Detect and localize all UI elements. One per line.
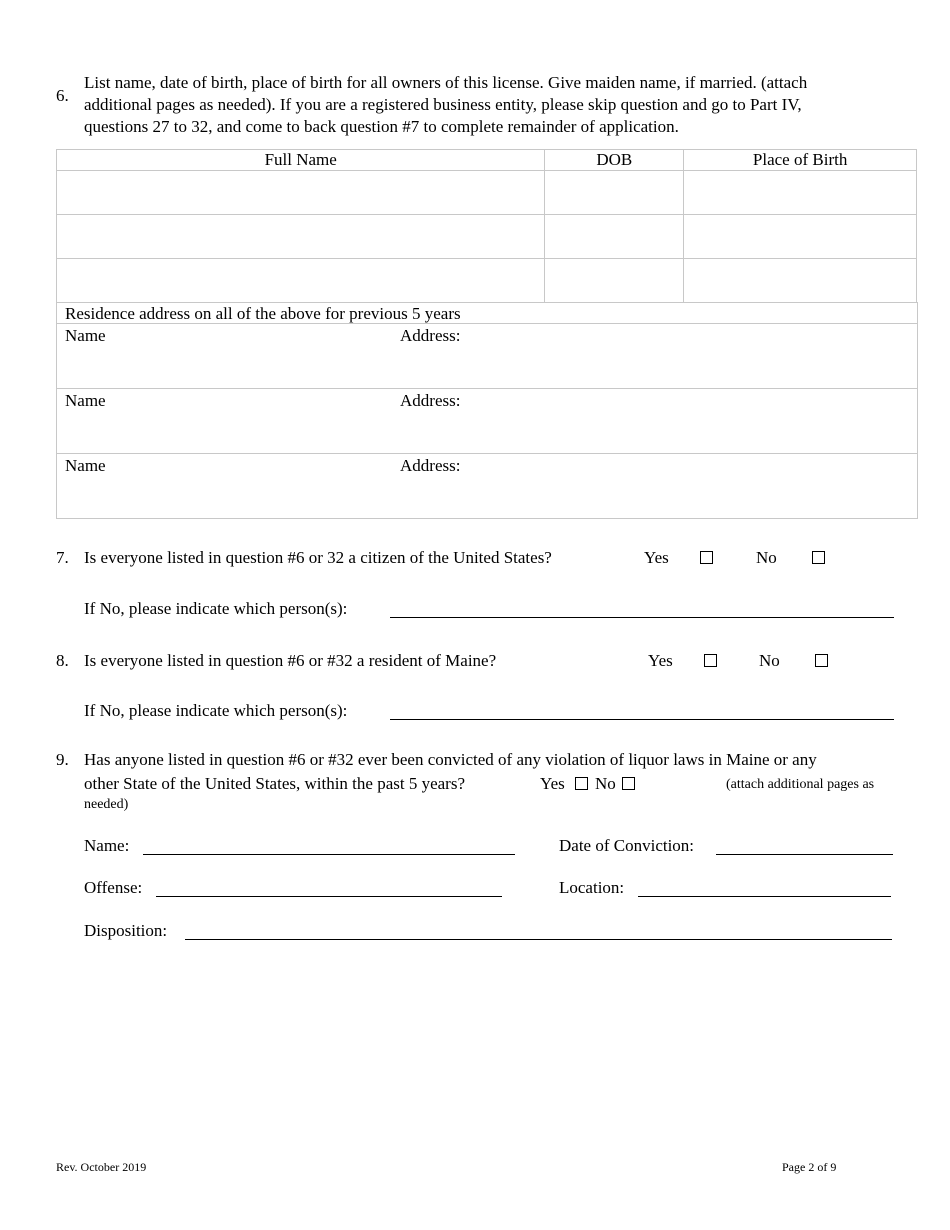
question-6-line-2: additional pages as needed). If you are a registered business entity, please skip question and go to Part IV, [84, 95, 802, 114]
q7-no-label: No [756, 548, 777, 567]
residence-address-label: Address: [400, 326, 461, 345]
owner-dob-field[interactable] [545, 215, 684, 259]
q7-followup-label: If No, please indicate which person(s): [84, 599, 348, 618]
question-8-text: Is everyone listed in question #6 or #32 a resident of Maine? [84, 651, 497, 670]
owner-place-of-birth-field[interactable] [684, 215, 917, 259]
question-9-line-2: other State of the United States, within the past 5 years? [84, 774, 465, 793]
q9-attach-note-cont: needed) [84, 797, 129, 812]
q9-location-field[interactable] [638, 896, 891, 897]
q9-location-label: Location: [559, 878, 625, 897]
footer-page-number: Page 2 of 9 [782, 1160, 837, 1174]
residence-name-label: Name [65, 391, 106, 410]
q8-yes-label: Yes [648, 651, 673, 670]
q8-followup-label: If No, please indicate which person(s): [84, 701, 348, 720]
owner-full-name-field[interactable] [57, 259, 545, 303]
q7-no-checkbox[interactable] [812, 551, 825, 564]
owner-place-of-birth-field[interactable] [684, 259, 917, 303]
q9-name-label: Name: [84, 836, 130, 855]
q9-date-field[interactable] [716, 854, 893, 855]
question-7-number: 7. [56, 548, 69, 567]
question-9-line-1: Has anyone listed in question #6 or #32 ever been convicted of any violation of liquor laws in Maine or any [84, 750, 817, 769]
residence-address-label: Address: [400, 456, 461, 475]
q9-date-label: Date of Conviction: [559, 836, 695, 855]
q7-yes-checkbox[interactable] [700, 551, 713, 564]
owner-row [57, 259, 917, 303]
question-6-line-1: List name, date of birth, place of birth for all owners of this license. Give maiden name, if married. (attach [84, 73, 808, 92]
owner-full-name-field[interactable] [57, 171, 545, 215]
residence-name-label: Name [65, 456, 106, 475]
owner-dob-field[interactable] [545, 171, 684, 215]
q9-offense-label: Offense: [84, 878, 143, 897]
q9-disposition-label: Disposition: [84, 921, 168, 940]
footer-revision: Rev. October 2019 [56, 1160, 147, 1174]
residence-address-label: Address: [400, 391, 461, 410]
q8-yes-checkbox[interactable] [704, 654, 717, 667]
owners-table [56, 149, 917, 303]
residence-name-label: Name [65, 326, 106, 345]
question-6-number: 6. [56, 86, 69, 105]
q7-yes-label: Yes [644, 548, 669, 567]
owner-place-of-birth-field[interactable] [684, 171, 917, 215]
q7-persons-field[interactable] [390, 617, 894, 618]
residence-entry[interactable] [57, 388, 917, 453]
q9-disposition-field[interactable] [185, 939, 892, 940]
q8-persons-field[interactable] [390, 719, 894, 720]
owner-row [57, 215, 917, 259]
q9-offense-field[interactable] [156, 896, 502, 897]
question-8-number: 8. [56, 651, 69, 670]
q9-no-label: No [595, 774, 616, 793]
q8-no-checkbox[interactable] [815, 654, 828, 667]
residence-entry[interactable] [57, 453, 917, 518]
header-place-of-birth: Place of Birth [684, 150, 917, 171]
residence-title-row [57, 302, 917, 324]
question-6-line-3: questions 27 to 32, and come to back question #7 to complete remainder of application. [84, 117, 679, 136]
owner-full-name-field[interactable] [57, 215, 545, 259]
owners-table-header [57, 150, 917, 171]
owner-dob-field[interactable] [545, 259, 684, 303]
header-dob: DOB [545, 150, 684, 171]
q9-yes-label: Yes [540, 774, 565, 793]
owner-row [57, 171, 917, 215]
residence-address-box [56, 302, 918, 519]
q9-yes-checkbox[interactable] [575, 777, 588, 790]
q9-attach-note: (attach additional pages as [726, 777, 875, 792]
question-6-text [84, 72, 894, 138]
residence-title: Residence address on all of the above for previous 5 years [65, 304, 461, 323]
q8-no-label: No [759, 651, 780, 670]
question-9-number: 9. [56, 750, 69, 769]
q9-name-field[interactable] [143, 854, 515, 855]
question-7-text: Is everyone listed in question #6 or 32 a citizen of the United States? [84, 548, 552, 567]
header-full-name: Full Name [57, 150, 545, 171]
residence-entry[interactable] [57, 323, 917, 388]
q9-no-checkbox[interactable] [622, 777, 635, 790]
